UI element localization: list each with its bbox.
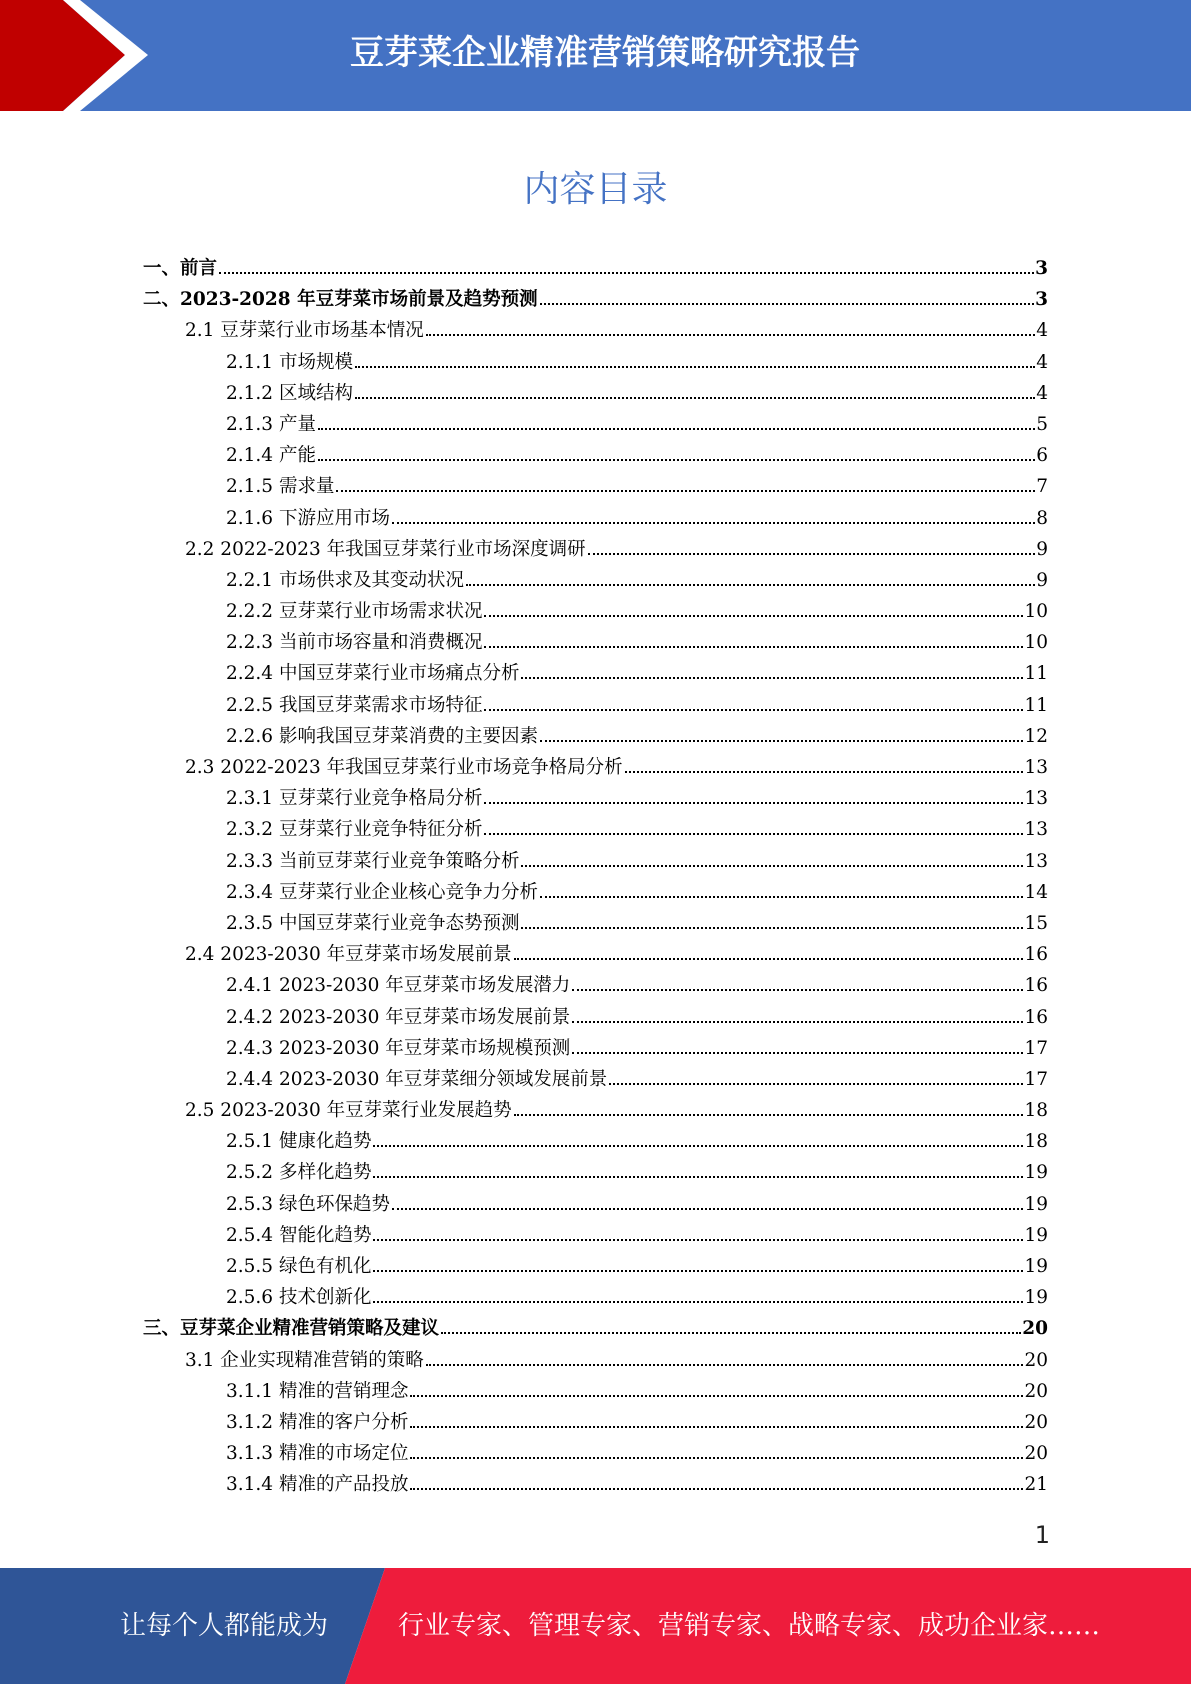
toc-entry[interactable] [143,253,1048,284]
toc-dot-leader [219,271,1034,274]
toc-entry[interactable] [143,658,1048,689]
toc-dot-leader [410,1425,1023,1428]
toc-entry[interactable] [143,690,1048,721]
toc-entry-page: 4 [1036,382,1048,404]
toc-entry-label: 2.3.4 豆芽菜行业企业核心竞争力分析 [226,881,538,903]
header-banner [0,0,1191,111]
toc-entry-label: 2.5.3 绿色环保趋势 [226,1193,390,1215]
toc-entry-page: 20 [1024,1443,1048,1465]
toc-entry-page: 7 [1036,476,1048,498]
toc-entry-page: 13 [1024,757,1048,778]
toc-entry[interactable] [143,471,1048,502]
toc-entry-page: 20 [1022,1318,1048,1340]
toc-entry[interactable] [143,565,1048,596]
table-of-contents [143,253,1048,1501]
toc-entry-page: 8 [1036,507,1048,529]
toc-entry[interactable] [143,596,1048,627]
page-number: 1 [1034,1521,1050,1549]
toc-entry-page: 11 [1024,694,1048,716]
toc-entry-label: 2.1.6 下游应用市场 [226,507,390,529]
toc-entry-label: 2.3.3 当前豆芽菜行业竞争策略分析 [226,850,520,872]
toc-entry-page: 11 [1024,663,1048,685]
toc-entry-page: 20 [1024,1380,1048,1402]
toc-entry[interactable] [143,1126,1048,1157]
toc-entry[interactable] [143,814,1048,845]
toc-entry-label: 2.5.5 绿色有机化 [226,1256,372,1277]
toc-dot-leader [336,489,1035,492]
toc-entry-page: 16 [1024,975,1048,997]
toc-dot-leader [521,676,1023,679]
toc-entry[interactable] [143,627,1048,658]
toc-dot-leader [588,552,1036,555]
toc-entry-label: 2.1.5 需求量 [226,476,335,498]
toc-entry[interactable] [143,1220,1048,1251]
toc-dot-leader [514,957,1024,960]
toc-entry[interactable] [143,721,1048,752]
toc-dot-leader [392,1207,1023,1210]
toc-entry-label: 二、2023-2028 年豆芽菜市场前景及趋势预测 [143,289,538,311]
toc-entry-page: 13 [1024,788,1048,810]
toc-entry-page: 19 [1024,1162,1048,1184]
toc-dot-leader [572,988,1023,991]
toc-entry-label: 2.4.2 2023-2030 年豆芽菜市场发展前景 [226,1006,571,1028]
toc-dot-leader [484,645,1023,648]
toc-entry-page: 19 [1024,1193,1048,1215]
toc-dot-leader [540,895,1023,898]
toc-dot-leader [318,458,1035,461]
toc-entry-label: 2.1.2 区域结构 [226,382,353,404]
toc-dot-leader [410,1487,1023,1490]
toc-entry-page: 18 [1024,1131,1048,1153]
toc-entry-page: 15 [1024,912,1048,934]
toc-entry-page: 20 [1024,1349,1048,1371]
toc-entry[interactable] [143,1376,1048,1407]
toc-entry[interactable] [143,1064,1048,1095]
toc-entry[interactable] [143,284,1048,315]
toc-entry-page: 14 [1024,881,1048,903]
toc-entry-page: 13 [1024,850,1048,872]
toc-entry[interactable] [143,1002,1048,1033]
toc-entry[interactable] [143,440,1048,471]
toc-dot-leader [572,1020,1023,1023]
toc-entry[interactable] [143,1189,1048,1220]
toc-entry-page: 6 [1036,445,1048,467]
toc-dot-leader [373,1238,1023,1241]
toc-entry[interactable] [143,1313,1048,1344]
toc-entry-label: 2.1.1 市场规模 [226,351,353,373]
toc-entry-label: 2.5.2 多样化趋势 [226,1162,372,1184]
toc-entry-page: 4 [1036,351,1048,373]
toc-entry-page: 3 [1035,258,1048,279]
toc-dot-leader [373,1144,1023,1147]
toc-entry-label: 2.1.4 产能 [226,445,316,467]
toc-entry[interactable] [143,347,1048,378]
toc-dot-leader [514,1113,1024,1116]
toc-dot-leader [355,396,1035,399]
toc-entry-label: 2.2 2022-2023 年我国豆芽菜行业市场深度调研 [185,538,586,560]
toc-entry-label: 2.5.1 健康化趋势 [226,1131,372,1153]
toc-dot-leader [484,614,1023,617]
toc-entry-page: 10 [1024,632,1048,654]
toc-entry-label: 3.1 企业实现精准营销的策略 [185,1349,424,1371]
toc-entry-page: 12 [1024,725,1048,747]
toc-entry-label: 2.2.4 中国豆芽菜行业市场痛点分析 [226,663,520,685]
toc-entry-label: 2.2.6 影响我国豆芽菜消费的主要因素 [226,725,538,747]
toc-dot-leader [466,583,1035,586]
toc-dot-leader [540,302,1035,305]
toc-dot-leader [609,1082,1023,1085]
toc-entry-label: 2.1 豆芽菜行业市场基本情况 [185,320,424,342]
toc-dot-leader [441,1331,1021,1334]
toc-entry-page: 17 [1024,1068,1048,1090]
toc-entry-label: 3.1.1 精准的营销理念 [226,1380,409,1402]
toc-entry-label: 2.3.5 中国豆芽菜行业竞争态势预测 [226,912,520,934]
toc-entry-page: 9 [1036,569,1048,591]
toc-dot-leader [484,832,1023,835]
footer-slogan: 让每个人都能成为 [120,1611,329,1641]
toc-entry[interactable] [143,1282,1048,1313]
toc-dot-leader [373,1300,1023,1303]
toc-dot-leader [426,1363,1024,1366]
toc-entry-page: 20 [1024,1411,1048,1433]
toc-entry-page: 16 [1024,1006,1048,1028]
toc-dot-leader [540,739,1023,742]
toc-dot-leader [373,1269,1023,1272]
toc-entry-page: 19 [1024,1256,1048,1277]
toc-entry-label: 2.4 2023-2030 年豆芽菜市场发展前景 [185,944,512,966]
toc-entry[interactable] [143,877,1048,908]
toc-entry-label: 2.4.4 2023-2030 年豆芽菜细分领域发展前景 [226,1068,608,1090]
toc-entry[interactable] [143,1095,1048,1126]
toc-entry-page: 17 [1024,1037,1048,1059]
toc-dot-leader [318,427,1035,430]
toc-entry[interactable] [143,503,1048,534]
toc-entry[interactable] [143,1407,1048,1438]
toc-dot-leader [426,333,1035,336]
toc-entry-page: 9 [1036,538,1048,560]
toc-entry[interactable] [143,1438,1048,1469]
toc-entry-label: 2.3 2022-2023 年我国豆芽菜行业市场竞争格局分析 [185,757,623,778]
toc-entry-label: 2.5 2023-2030 年豆芽菜行业发展趋势 [185,1100,512,1122]
toc-dot-leader [355,365,1035,368]
toc-entry-label: 2.3.2 豆芽菜行业竞争特征分析 [226,819,483,841]
toc-entry-label: 一、前言 [143,258,218,279]
toc-entry[interactable] [143,1251,1048,1282]
toc-entry-page: 18 [1024,1100,1048,1122]
toc-dot-leader [572,1051,1023,1054]
toc-entry[interactable] [143,315,1048,346]
toc-entry-label: 三、豆芽菜企业精准营销策略及建议 [143,1318,440,1340]
toc-entry-label: 2.3.1 豆芽菜行业竞争格局分析 [226,788,483,810]
toc-entry[interactable] [143,1033,1048,1064]
toc-entry-label: 2.5.6 技术创新化 [226,1287,372,1309]
footer-banner [0,1568,1191,1684]
toc-entry-label: 2.2.2 豆芽菜行业市场需求状况 [226,601,483,623]
report-title: 豆芽菜企业精准营销策略研究报告 [350,33,860,73]
toc-dot-leader [484,708,1023,711]
toc-dot-leader [373,1175,1023,1178]
toc-entry-label: 3.1.3 精准的市场定位 [226,1443,409,1465]
toc-entry-label: 2.2.3 当前市场容量和消费概况 [226,632,483,654]
toc-entry[interactable] [143,752,1048,783]
toc-entry[interactable] [143,409,1048,440]
toc-entry[interactable] [143,1345,1048,1376]
toc-entry-label: 3.1.2 精准的客户分析 [226,1411,409,1433]
toc-dot-leader [484,801,1023,804]
toc-entry[interactable] [143,970,1048,1001]
toc-entry[interactable] [143,1157,1048,1188]
toc-entry[interactable] [143,378,1048,409]
toc-dot-leader [521,864,1023,867]
toc-entry-page: 13 [1024,819,1048,841]
toc-entry[interactable] [143,908,1048,939]
toc-entry-page: 19 [1024,1224,1048,1246]
toc-entry[interactable] [143,939,1048,970]
toc-entry[interactable] [143,1469,1048,1500]
toc-entry-page: 5 [1036,413,1048,435]
toc-dot-leader [392,521,1035,524]
footer-roles: 行业专家、管理专家、营销专家、战略专家、成功企业家…… [398,1611,1101,1641]
toc-entry-label: 2.2.1 市场供求及其变动状况 [226,569,464,591]
toc-dot-leader [410,1456,1023,1459]
toc-entry-label: 2.2.5 我国豆芽菜需求市场特征 [226,694,483,716]
toc-heading: 内容目录 [523,169,668,210]
toc-entry-label: 2.4.1 2023-2030 年豆芽菜市场发展潜力 [226,975,571,997]
toc-dot-leader [625,770,1024,773]
toc-entry[interactable] [143,783,1048,814]
toc-entry-page: 4 [1036,320,1048,342]
toc-entry-label: 3.1.4 精准的产品投放 [226,1474,409,1496]
toc-entry[interactable] [143,534,1048,565]
toc-entry-label: 2.5.4 智能化趋势 [226,1224,372,1246]
toc-entry[interactable] [143,846,1048,877]
toc-entry-page: 19 [1024,1287,1048,1309]
toc-dot-leader [410,1394,1023,1397]
toc-entry-page: 16 [1024,944,1048,966]
toc-entry-label: 2.1.3 产量 [226,413,316,435]
toc-entry-page: 10 [1024,601,1048,623]
toc-entry-label: 2.4.3 2023-2030 年豆芽菜市场规模预测 [226,1037,571,1059]
toc-entry-page: 3 [1035,289,1048,311]
toc-dot-leader [521,926,1023,929]
toc-entry-page: 21 [1024,1474,1048,1496]
